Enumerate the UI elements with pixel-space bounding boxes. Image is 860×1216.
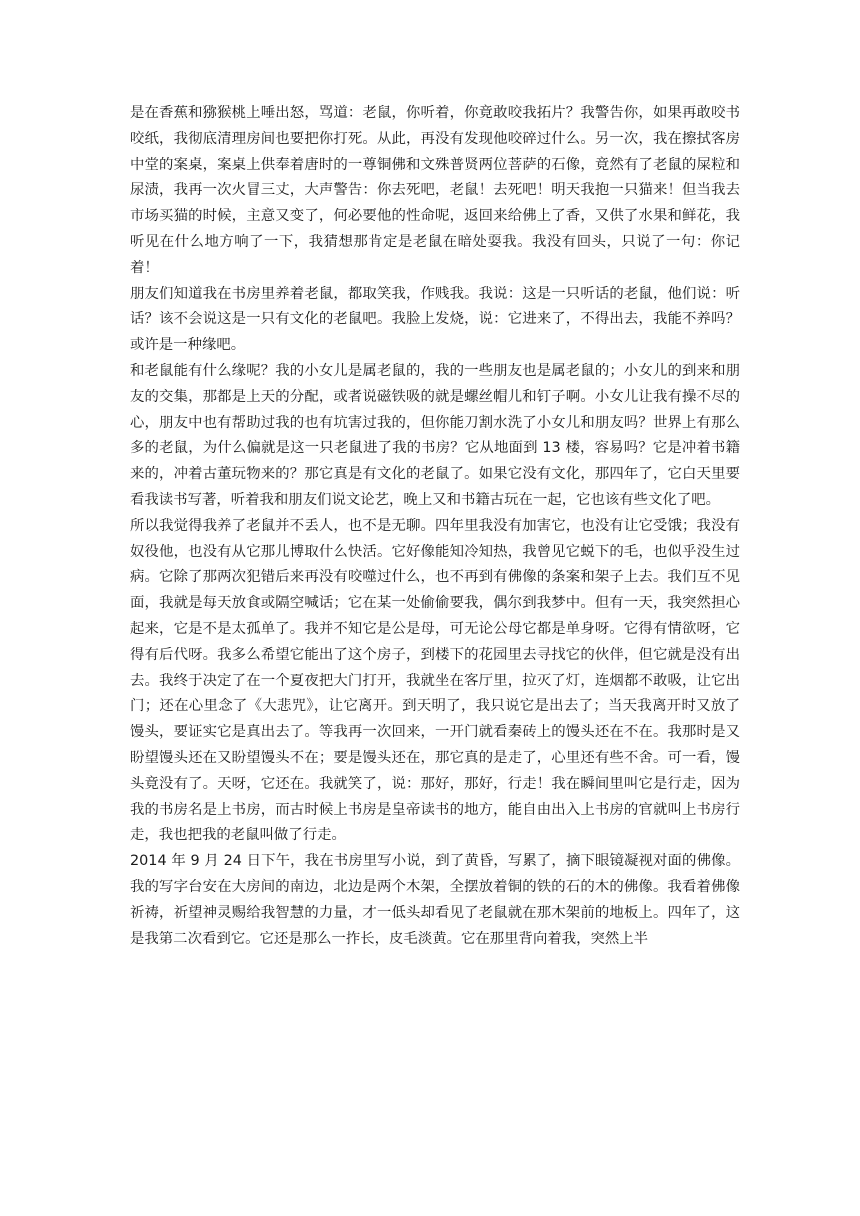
paragraph: 是在香蕉和猕猴桃上唾出怒，骂道：老鼠，你听着，你竟敢咬我拓片？我警告你，如果再敢咬书咬纸，我彻底清理房间也要把你打死。从此，再没有发现他咬碎过什么。另一次，我在擦拭客房中堂的案桌，案桌上供奉着唐时的一尊铜佛和文殊普贤两位菩萨的石像，竟然有了老鼠的屎粒和尿渍，我再一次火冒三丈，大声警告：你去死吧，老鼠！去死吧！明天我抱一只猫来！但当我去市场买猫的时候，主意又变了，何必要他的性命呢，返回来给佛上了香，又供了水果和鲜花，我听见在什么地方响了一下，我猜想那肯定是老鼠在暗处耍我。我没有回头，只说了一句：你记着！: [130, 105, 740, 276]
paragraph: 2014 年 9 月 24 日下午，我在书房里写小说，到了黄昏，写累了，摘下眼镜凝视对面的佛像。我的写字台安在大房间的南边，北边是两个木架，全摆放着铜的铁的石的木的佛像。我看着佛像祈祷，祈望神灵赐给我智慧的力量，才一低头却看见了老鼠就在那木架前的地板上。四年了，这是我第二次看到它。它还是那么一拃长，皮毛淡黄。它在那里背向着我，突然上半: [130, 853, 740, 947]
paragraph: 和老鼠能有什么缘呢？我的小女儿是属老鼠的，我的一些朋友也是属老鼠的；小女儿的到来和朋友的交集，那都是上天的分配，或者说磁铁吸的就是螺丝帽儿和钉子啊。小女儿让我有操不尽的心，朋友中也有帮助过我的也有坑害过我的，但你能刀割水洗了小女儿和朋友吗？世界上有那么多的老鼠，为什么偏就是这一只老鼠进了我的书房？它从地面到 13 楼，容易吗？它是冲着书籍来的，冲着古董玩物来的？那它真是有文化的老鼠了。如果它没有文化，那四年了，它白天里要看我读书写著，听着我和朋友们说文论艺，晚上又和书籍古玩在一起，它也该有些文化了吧。: [130, 362, 740, 508]
paragraph: 所以我觉得我养了老鼠并不丢人，也不是无聊。四年里我没有加害它，也没有让它受饿；我没有奴役他，也没有从它那儿博取什么快活。它好像能知冷知热，我曾见它蜕下的毛，也似乎没生过病。它除了那两次犯错后来再没有咬噬过什么，也不再到有佛像的条案和架子上去。我们互不见面，我就是每天放食或隔空喊话；它在某一处偷偷要我，偶尔到我梦中。但有一天，我突然担心起来，它是不是太孤单了。我并不知它是公是母，可无论公母它都是单身呀。它得有情欲呀，它得有后代呀。我多么希望它能出了这个房子，到楼下的花园里去寻找它的伙伴，但它就是没有出去。我终于决定了在一个夏夜把大门打开，我就坐在客厅里，拉灭了灯，连烟都不敢吸，让它出门；还在心里念了《大悲咒》，让它离开。到天明了，我只说它是出去了；当天我离开时又放了馒头，要证实它是真出去了。等我再一次回来，一开门就看秦砖上的馒头还在不在。我那时是又盼望馒头还在又盼望馒头不在；要是馒头还在，那它真的是走了，心里还有些不舍。可一看，馒头竟没有了。天呀，它还在。我就笑了，说：那好，那好，行走！我在瞬间里叫它是行走，因为我的书房名是上书房，而古时候上书房是皇帝读书的地方，能自由出入上书房的官就叫上书房行走，我也把我的老鼠叫做了行走。: [130, 517, 740, 844]
document-body: [130, 101, 740, 952]
paragraph: 朋友们知道我在书房里养着老鼠，都取笑我，作贱我。我说：这是一只听话的老鼠，他们说：听话？该不会说这是一只有文化的老鼠吧。我脸上发烧，说：它进来了，不得出去，我能不养吗？或许是一种缘吧。: [130, 285, 740, 354]
